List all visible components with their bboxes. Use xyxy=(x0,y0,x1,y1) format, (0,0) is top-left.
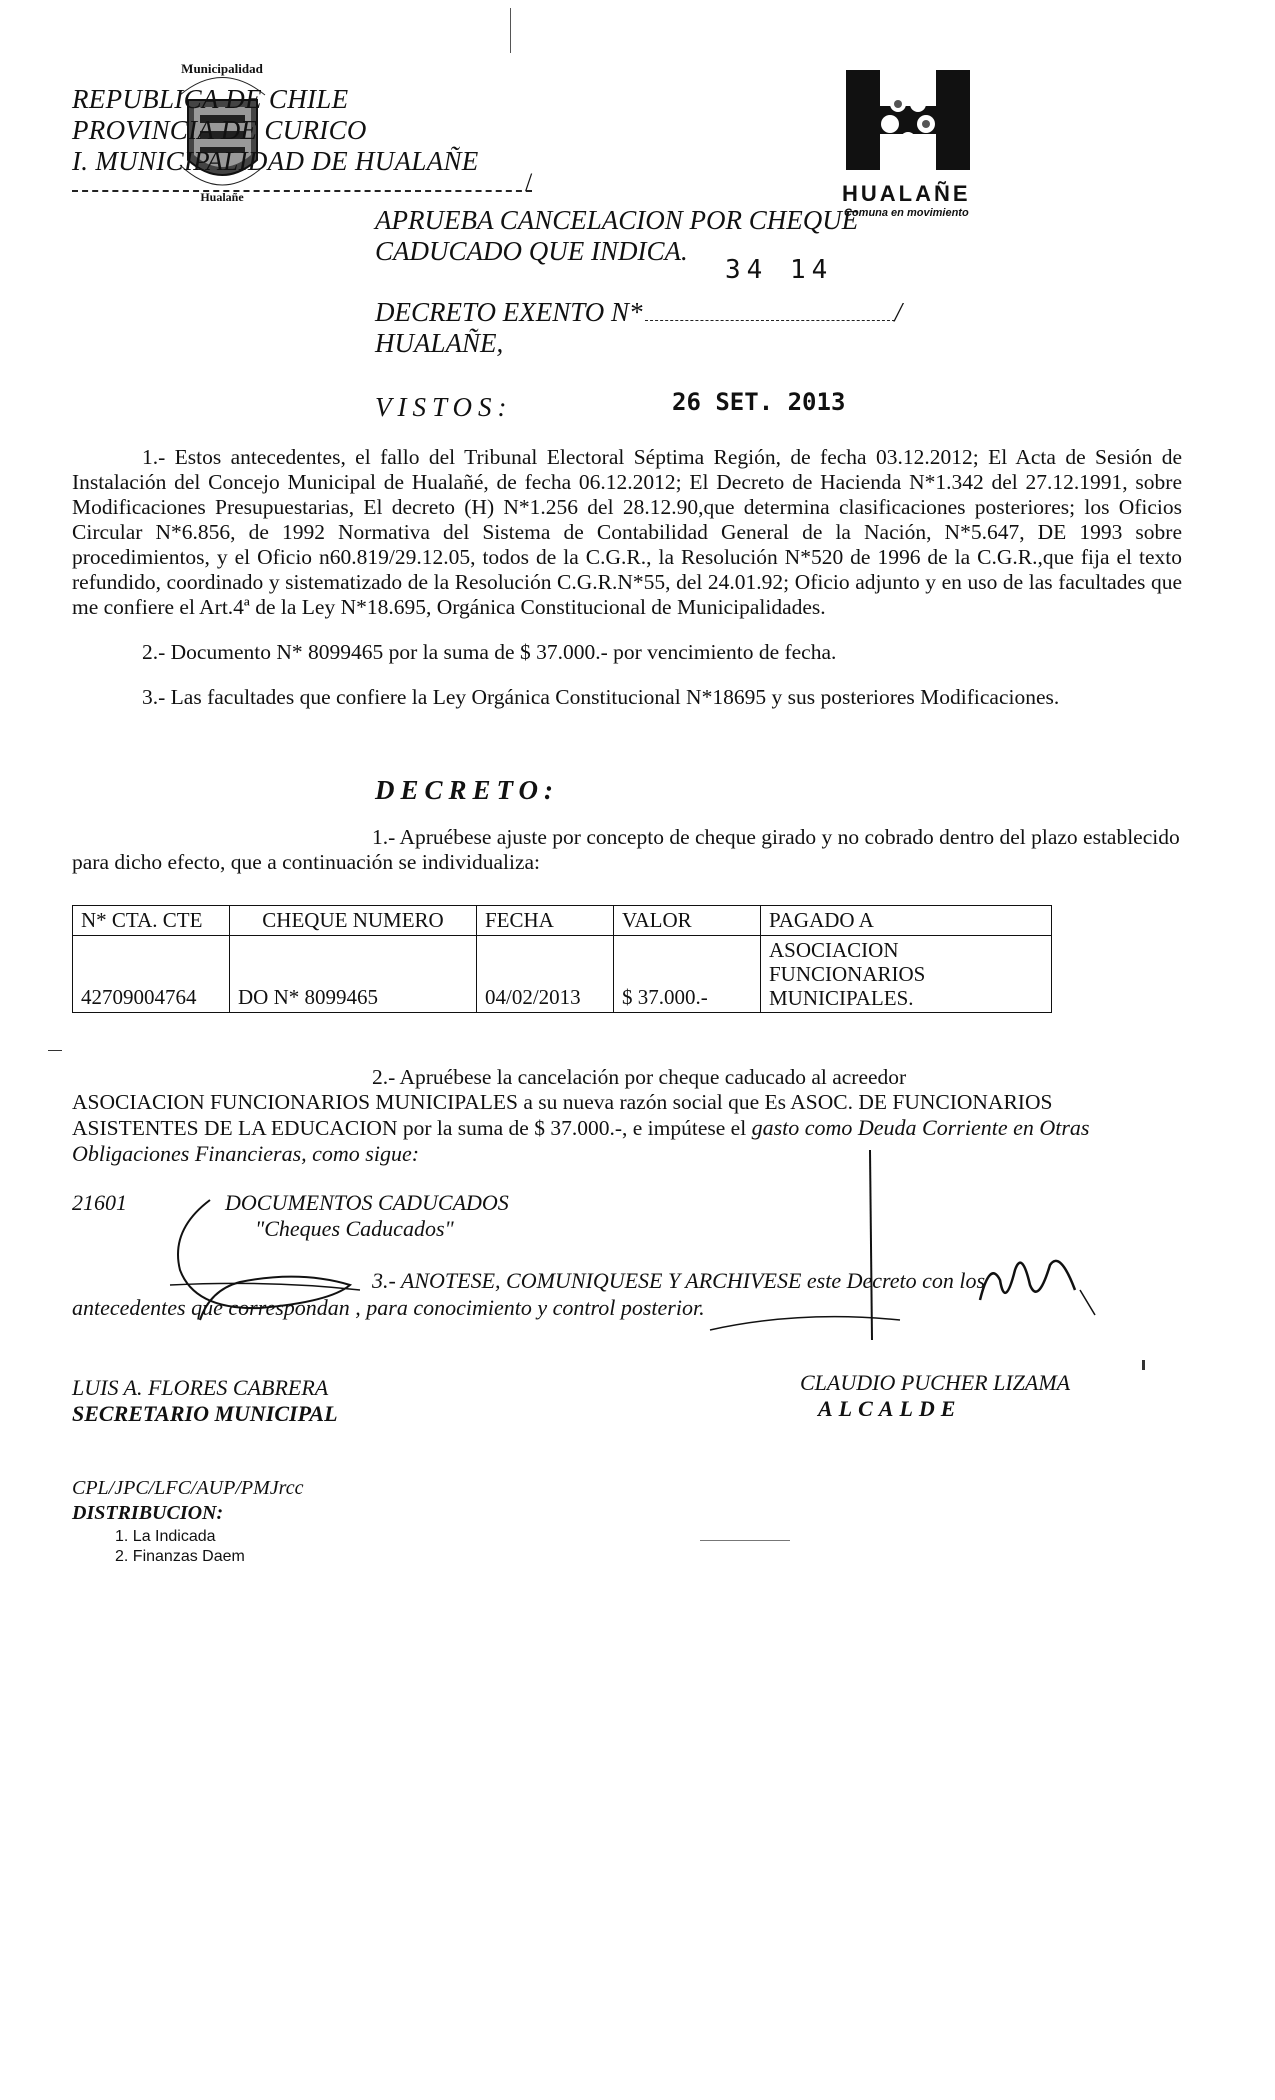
scan-mark xyxy=(1142,1360,1145,1370)
mayor-name: CLAUDIO PUCHER LIZAMA xyxy=(800,1370,1071,1395)
scan-mark xyxy=(510,8,511,53)
vistos-item-1: 1.- Estos antecedentes, el fallo del Tribunal Electoral Séptima Región, de fecha 03.12.2012; El Acta de Sesión de Instalación del Concejo Municipal de Hualañé, de fecha 06.12.2012; El Decreto de Hacienda N*1.342 del 27.12.1991, sobre Modificaciones Presupuestarias, El decreto (H) N*1.256 del 28.12.90,que determina clasificaciones posteriores; los Oficios Circular N*6.856, de 1992 Normativa del Sistema de Contabilidad General de la Nación, N*5.647, DE 1993 sobre procedimientos, y el Oficio n60.819/29.12.05, todos de la C.G.R., la Resolución N*520 de 1996 de la C.G.R.,que fija el texto refundido, coordinado y sistematizado de la Resolución C.G.R.N*55, del 24.01.92; Oficio adjunto y en uso de las facultades que me confiere el Art.4ª de la Ley N*18.695, Orgánica Constitucional de Municipalidades. xyxy=(72,445,1182,619)
scan-mark xyxy=(700,1540,790,1541)
table-header-cell: N* CTA. CTE xyxy=(73,906,230,936)
title-line2: CADUCADO QUE INDICA. xyxy=(375,236,688,266)
header-rule-slash: / xyxy=(525,168,533,197)
mayor-signature-icon xyxy=(700,1140,1120,1360)
distribution-item: 2. Finanzas Daem xyxy=(115,1548,245,1565)
decreto-item-1: 1.- Apruébese ajuste por concepto de cheque girado y no cobrado dentro del plazo establecido para dicho efecto, que a continuación se individualiza: xyxy=(72,825,1180,874)
vistos-heading: VISTOS: xyxy=(375,392,513,422)
hualane-logo xyxy=(838,66,988,219)
header-rule xyxy=(72,190,532,192)
table-header-row xyxy=(73,906,1052,936)
decreto-number-blank xyxy=(645,320,895,321)
table-header-cell: VALOR xyxy=(614,906,761,936)
account-code: 21601 xyxy=(72,1190,127,1215)
secretary-signature-icon xyxy=(150,1190,390,1340)
secretary-name: LUIS A. FLORES CABRERA xyxy=(72,1375,329,1400)
distribution-item: 1. La Indicada xyxy=(115,1528,216,1545)
table-header-cell: FECHA xyxy=(477,906,614,936)
vistos-item-3: 3.- Las facultades que confiere la Ley Orgánica Constitucional N*18695 y sus posteriores Modificaciones. xyxy=(142,685,1060,709)
date-stamp: 26 SET. 2013 xyxy=(672,388,846,416)
distribution-label: DISTRIBUCION: xyxy=(72,1502,224,1524)
mayor-role: ALCALDE xyxy=(818,1396,962,1421)
decree-number-stamp: 34 14 xyxy=(725,255,834,285)
initials-line: CPL/JPC/LFC/AUP/PMJrcc xyxy=(72,1477,304,1499)
header-municipality: I. MUNICIPALIDAD DE HUALAÑE xyxy=(72,146,479,176)
logo-name: HUALAÑE xyxy=(842,181,971,206)
table-header-cell: PAGADO A xyxy=(761,906,1052,936)
cheque-value-cell: $ 37.000.- xyxy=(614,936,761,1013)
account-subname: "Cheques Caducados" xyxy=(255,1216,454,1241)
decreto-item-3a: 3.- ANOTESE, COMUNIQUESE Y ARCHIVESE este Decreto con los xyxy=(372,1268,986,1293)
header-country: REPUBLICA DE CHILE xyxy=(72,84,349,114)
decreto-slash: / xyxy=(894,297,903,327)
decreto-item-3b: antecedentes que correspondan , para conocimiento y control posterior. xyxy=(72,1295,705,1320)
account-name: DOCUMENTOS CADUCADOS xyxy=(225,1190,509,1215)
decreto-exento-label: DECRETO EXENTO N* xyxy=(375,297,643,327)
decreto-heading: DECRETO: xyxy=(375,775,560,805)
decreto-item-2a: 2.- Apruébese la cancelación por cheque caducado al acreedor xyxy=(372,1065,907,1089)
paid-to-cell: ASOCIACION FUNCIONARIOS MUNICIPALES. xyxy=(761,936,1052,1013)
place-label: HUALAÑE, xyxy=(375,328,504,358)
svg-text:Municipalidad: Municipalidad xyxy=(181,61,263,76)
hualane-h-logo-icon xyxy=(838,66,978,176)
header-province: PROVINCIA DE CURICO xyxy=(72,115,367,145)
cheque-number-cell: DO N* 8099465 xyxy=(230,936,477,1013)
cheque-table xyxy=(72,905,1052,1013)
logo-tagline: Comuna en movimiento xyxy=(844,207,969,219)
decreto-item-2b: ASOCIACION FUNCIONARIOS MUNICIPALES a su nueva razón social que Es ASOC. DE FUNCIONARIOS ASISTENTES DE LA EDUCACION por la suma de $ 37.000.-, e impútese el xyxy=(72,1090,1053,1140)
cheque-date-cell: 04/02/2013 xyxy=(477,936,614,1013)
title-line1: APRUEBA CANCELACION POR CHEQUE xyxy=(375,205,859,235)
secretary-role: SECRETARIO MUNICIPAL xyxy=(72,1401,338,1426)
scan-mark xyxy=(48,1050,62,1051)
table-header-cell: CHEQUE NUMERO xyxy=(230,906,477,936)
svg-text:Hualañe: Hualañe xyxy=(200,190,244,204)
account-number-cell: 42709004764 xyxy=(73,936,230,1013)
table-row xyxy=(73,936,1052,1013)
decreto-item-2c: gasto como Deuda Corriente en Otras Obligaciones Financieras, como sigue: xyxy=(72,1115,1090,1166)
vistos-item-2: 2.- Documento N* 8099465 por la suma de $ 37.000.- por vencimiento de fecha. xyxy=(142,640,837,664)
